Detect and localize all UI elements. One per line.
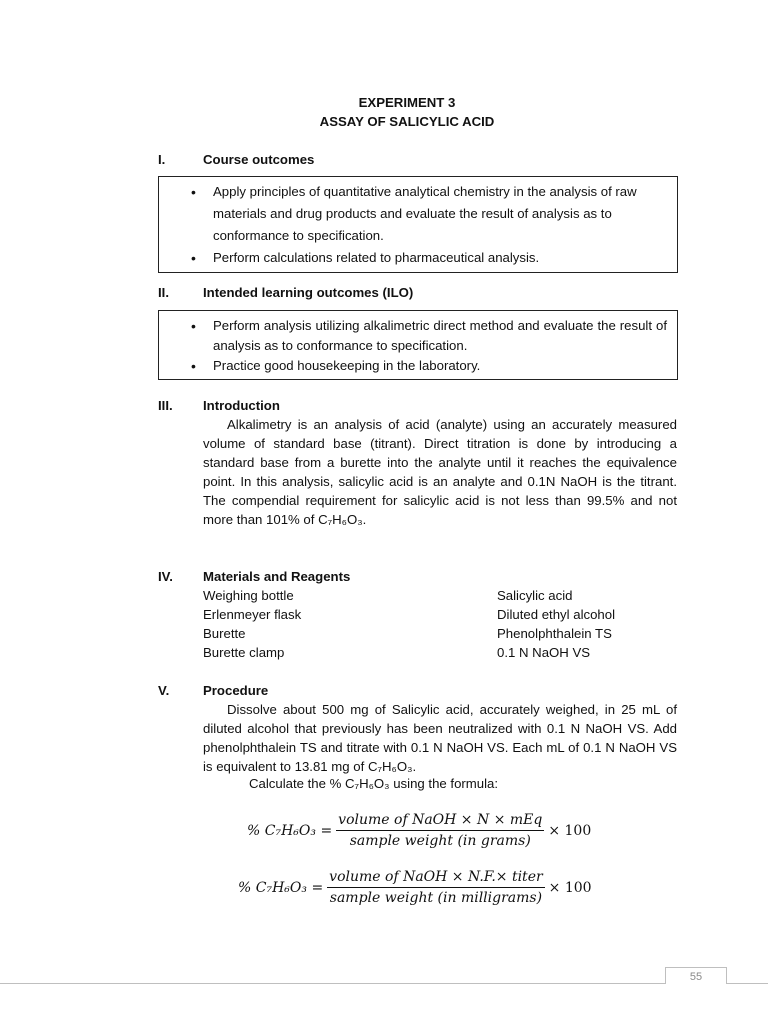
material-item: Burette clamp (203, 645, 285, 660)
formula-fraction (336, 812, 544, 849)
formula-grams (247, 812, 591, 849)
course-outcomes-box (158, 176, 678, 273)
section-2-heading: Intended learning outcomes (ILO) (203, 285, 414, 300)
introduction-paragraph: Alkalimetry is an analysis of acid (analyte) using an accurately measured volume of standard base (titrant). Direct titration is done by introducing a standard base from a burette into the analyte until it reaches the equivalence point. In this analysis, salicylic acid is an analyte and 0.1N NaOH is the titrant. The compendial requirement for salicylic acid is not less than 99.5% and not more than 101% of C₇H₆O₃. (203, 417, 677, 527)
material-item: Burette (203, 626, 246, 641)
formula-fraction (327, 869, 545, 906)
formula-denominator: sample weight (in grams) (349, 833, 531, 849)
reagent-item: Phenolphthalein TS (497, 626, 612, 641)
reagent-item: Salicylic acid (497, 588, 573, 603)
materials-list (203, 586, 301, 662)
formula-numerator: volume of NaOH × N.F.× titer (327, 869, 545, 888)
section-1-heading: Course outcomes (203, 152, 315, 167)
procedure-paragraph: Dissolve about 500 mg of Salicylic acid, accurately weighed, in 25 mL of diluted alcohol that previously has been neutralized with 0.1 N NaOH VS. Add phenolphthalein TS and titrate with 0.1 N NaOH VS. Each mL of 0.1 N NaOH VS is equivalent to 13.81 mg of C₇H₆O₃. (203, 702, 677, 774)
formula-milligrams (238, 869, 592, 906)
ilo-item: • Practice good housekeeping in the laboratory. (159, 356, 677, 376)
ilo-box (158, 310, 678, 380)
formula-multiplier: × 100 (548, 879, 592, 896)
page-title: ASSAY OF SALICYLIC ACID (319, 114, 495, 129)
section-4-number: IV. (158, 569, 173, 584)
formula-denominator: sample weight (in milligrams) (329, 890, 543, 906)
course-outcome-item: • Perform calculations related to pharmaceutical analysis. (159, 247, 677, 269)
page-number: 55 (665, 967, 727, 984)
section-1-number: I. (158, 152, 166, 167)
section-5-number: V. (158, 683, 170, 698)
experiment-number: EXPERIMENT 3 (358, 95, 456, 110)
formula-lhs: % C₇H₆O₃ = (238, 879, 324, 896)
formula-multiplier: × 100 (548, 822, 592, 839)
course-outcome-item: • Apply principles of quantitative analytical chemistry in the analysis of raw materials and drug products and evaluate the result of analysis as to conformance to specification. (159, 181, 677, 247)
formula-numerator: volume of NaOH × N × mEq (336, 812, 544, 831)
section-4-heading: Materials and Reagents (203, 569, 351, 584)
material-item: Weighing bottle (203, 588, 294, 603)
material-item: Erlenmeyer flask (203, 607, 302, 622)
reagent-item: 0.1 N NaOH VS (497, 645, 591, 660)
section-5-heading: Procedure (203, 683, 269, 698)
section-3-heading: Introduction (203, 398, 280, 413)
footer-divider (0, 983, 768, 984)
reagent-item: Diluted ethyl alcohol (497, 607, 616, 622)
section-2-number: II. (158, 285, 169, 300)
calculation-instruction: Calculate the % C₇H₆O₃ using the formula: (249, 776, 499, 791)
ilo-item: • Perform analysis utilizing alkalimetric direct method and evaluate the result of analysis as to conformance to specification. (159, 316, 677, 356)
section-3-number: III. (158, 398, 173, 413)
formula-lhs: % C₇H₆O₃ = (247, 822, 333, 839)
reagents-list (497, 586, 615, 662)
